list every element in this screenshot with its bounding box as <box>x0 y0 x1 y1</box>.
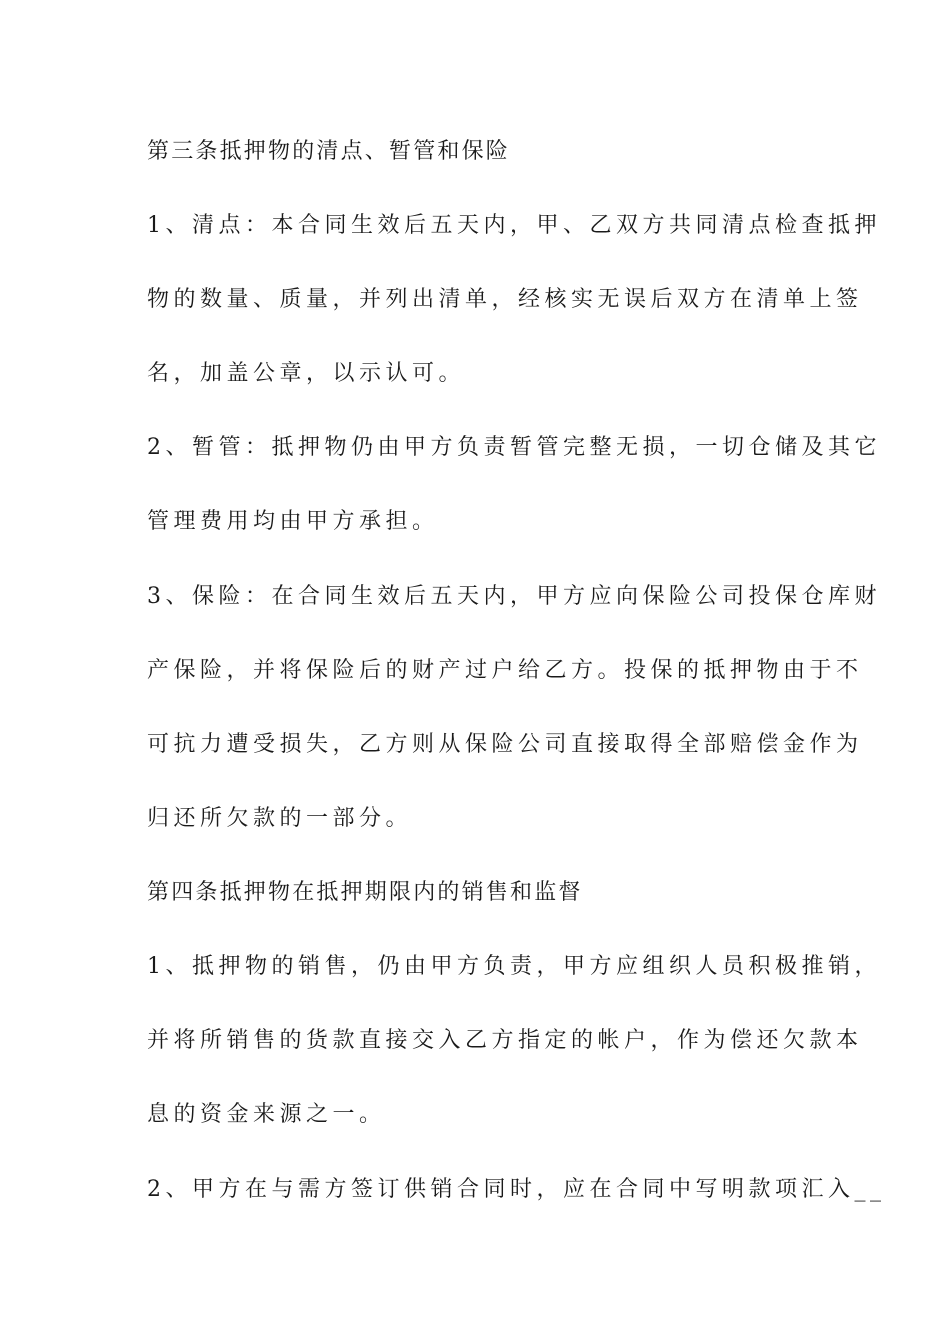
article-4-heading: 第四条抵押物在抵押期限内的销售和监督 <box>147 880 583 905</box>
paragraph-line: 1、清点：本合同生效后五天内，甲、乙双方共同清点检查抵押 <box>147 213 881 238</box>
paragraph-line: 管理费用均由甲方承担。 <box>147 509 439 534</box>
article-3-heading: 第三条抵押物的清点、暂管和保险 <box>147 139 511 164</box>
paragraph-line: 并将所销售的货款直接交入乙方指定的帐户，作为偿还欠款本 <box>147 1028 863 1053</box>
paragraph-line: 2、暂管：抵押物仍由甲方负责暂管完整无损，一切仓储及其它 <box>147 435 881 460</box>
paragraph-line: 3、保险：在合同生效后五天内，甲方应向保险公司投保仓库财 <box>147 584 881 609</box>
paragraph-line: 息的资金来源之一。 <box>147 1102 386 1127</box>
paragraph-line: 1、抵押物的销售，仍由甲方负责，甲方应组织人员积极推销， <box>147 954 881 979</box>
paragraph-line: 2、甲方在与需方签订供销合同时，应在合同中写明款项汇入__ <box>147 1177 886 1202</box>
paragraph-line: 归还所欠款的一部分。 <box>147 806 413 831</box>
paragraph-line: 产保险，并将保险后的财产过户给乙方。投保的抵押物由于不 <box>147 658 863 683</box>
paragraph-line: 物的数量、质量，并列出清单，经核实无误后双方在清单上签 <box>147 287 863 312</box>
paragraph-line: 可抗力遭受损失，乙方则从保险公司直接取得全部赔偿金作为 <box>147 732 863 757</box>
paragraph-line: 名，加盖公章，以示认可。 <box>147 361 466 386</box>
